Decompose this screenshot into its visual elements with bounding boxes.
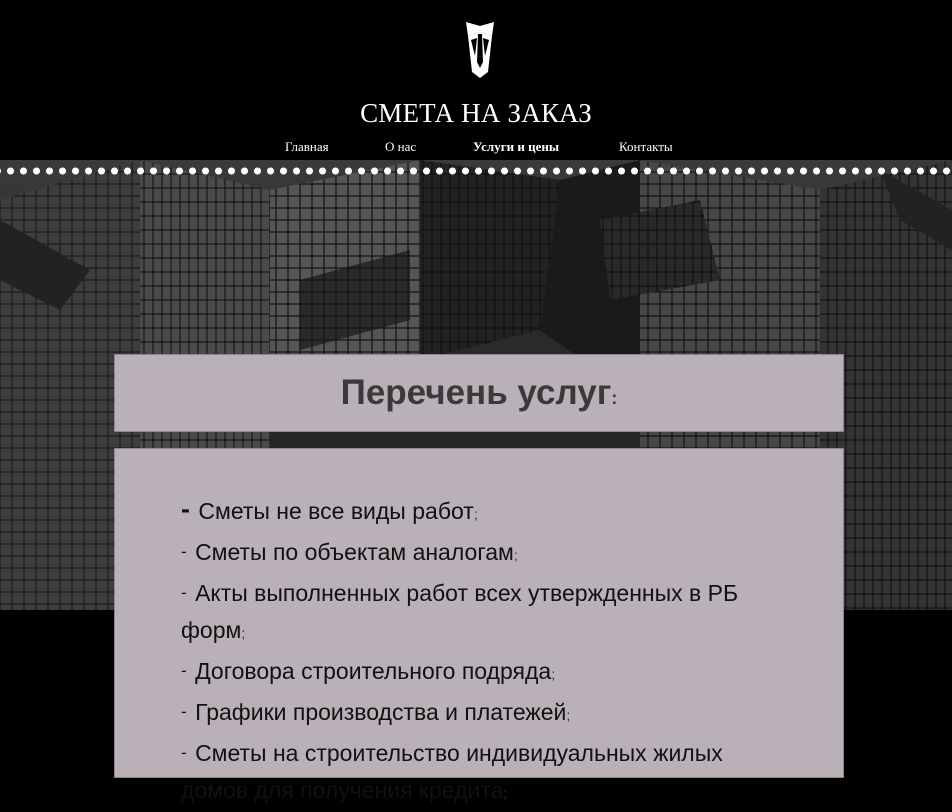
nav-item-contacts[interactable]: Контакты [619,139,673,154]
list-dash: - [181,661,187,680]
list-item-text: Графики производства и платежей [195,699,567,725]
services-heading-colon: : [611,388,618,408]
list-item [181,574,781,652]
list-item-end: ; [566,707,571,723]
nav-item-about[interactable]: О нас [385,139,417,154]
list-item [181,533,781,574]
nav-item-services[interactable]: Услуги и цены [473,139,559,154]
services-title-panel [114,354,844,432]
dotted-divider [0,166,952,176]
tuxedo-icon[interactable] [458,22,502,78]
nav-item-home[interactable]: Главная [285,139,329,154]
site-title: СМЕТА НА ЗАКАЗ [360,98,592,128]
list-item-text: Договора строительного подряда [195,658,552,684]
list-dash: - [181,743,187,762]
main-nav [0,139,952,157]
list-item [181,652,781,693]
list-item-end: ; [473,506,478,522]
services-list [181,491,781,812]
list-dash: - [181,583,187,602]
list-item-end: ; [551,666,556,682]
services-list-panel [114,448,844,803]
list-item-text: Сметы на строительство индивидуальных жилых домов для получения кредита [181,740,723,803]
list-item-end: ; [503,785,508,801]
services-heading-text: Перечень услуг [340,373,612,412]
list-item-text: Сметы по объектам аналогам [195,539,514,565]
list-dash: - [181,542,187,561]
list-dash: - [181,702,187,721]
list-item-text: Акты выполненных работ всех утвержденных в РБ форм [181,580,739,643]
list-item-end: ; [513,547,518,563]
list-item [181,491,781,533]
list-item-text: Сметы не все виды работ [198,498,474,524]
list-item-end: ; [241,625,246,641]
list-item [181,693,781,734]
site-header [0,0,952,160]
list-dash: - [181,494,190,524]
services-heading [115,373,843,413]
list-item [181,734,781,812]
